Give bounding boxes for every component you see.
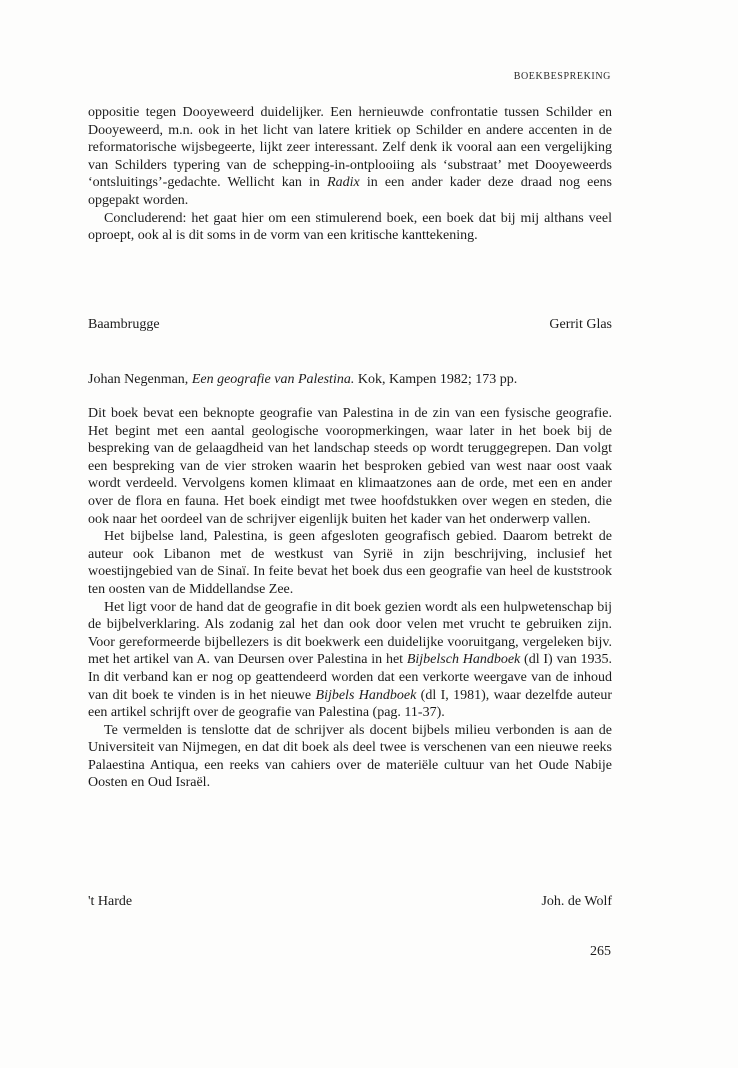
review-2-paragraph-1: Dit boek bevat een beknopte geografie van Palestina in de zin van een fysische geografie. Het begint met een aantal geologische vooropmerkingen, waar later in het boek bij de bespreking van de gelaagdheid van het landschap steeds op wordt teruggegrepen. Dan volgt een bespreking van de vier stroken waarin het besproken gebied van west naar oost vaak wordt verdeeld. Vervolgens komen klimaat en klimaatzones aan de orde, met een en ander over de flora en fauna. Het boek eindigt met twee hoofdstukken over wegen en steden, die ook naar het oordeel van de schrijver eigenlijk buiten het kader van het onderwerp vallen.	[88, 406, 612, 527]
review-1-paragraph-2: Concluderend: het gaat hier om een stimulerend boek, een boek dat bij mij althans veel oproept, ook al is dit soms in de vorm van een kritische kanttekening.	[88, 210, 612, 244]
citation-title: Een geografie van Palestina.	[191, 372, 355, 387]
review-1-author: Gerrit Glas	[549, 317, 612, 332]
journal-title-radix: Radix	[327, 175, 360, 191]
review-2-body	[88, 405, 612, 792]
review-2-author: Joh. de Wolf	[541, 894, 612, 909]
review-2-citation	[88, 371, 612, 389]
review-1-body	[88, 104, 612, 245]
book-title-bijbels-handboek: Bijbels Handboek	[315, 687, 417, 703]
review-2-signature	[88, 893, 612, 911]
review-2-paragraph-3: Het ligt voor de hand dat de geografie in dit boek gezien wordt als een hulpwetenschap bij de bijbelverklaring. Als zodanig zal het dan ook door velen met vrucht te gebruiken zijn. Voor gereformeerde bijbellezers is dit boekwerk een duidelijke vooruitgang, vergeleken bijv. met het artikel van A. van Deursen over Palestina in het Bijbelsch Handboek (dl I) van 1935. In dit verband kan er nog op geattendeerd worden dat een verkorte weergave van de inhoud van dit boek te vinden is in het nieuwe Bijbels Handboek (dl I, 1981), waar dezelfde auteur een artikel schrijft over de geografie van Palestina (pag. 11-37).	[88, 599, 612, 721]
review-1-paragraph-1: oppositie tegen Dooyeweerd duidelijker. Een hernieuwde confrontatie tussen Schilder en Dooyeweerd, m.n. ook in het licht van latere kritiek op Schilder en andere accenten in de reformatorische wijsbegeerte, lijkt zeer interessant. Zelf denk ik vooral aan een vergelijking van Schilders typering van de schepping-in-ontplooiing als ‘substraat’ met Dooyeweerds ‘ontsluitings’-gedachte. Wellicht kan in Radix in een ander kader deze draad nog eens opgepakt worden.	[88, 105, 613, 208]
book-title-bijbelsch-handboek: Bijbelsch Handboek	[406, 652, 521, 668]
review-1-signature	[88, 316, 612, 334]
running-header: BOEKBESPREKING	[513, 71, 611, 82]
review-1-place: Baambrugge	[88, 317, 160, 332]
review-2-paragraph-4: Te vermelden is tenslotte dat de schrijver als docent bijbels milieu verbonden is aan de Universiteit van Nijmegen, en dat dit boek als deel twee is verschenen van een nieuwe reeks Palaestina Antiqua, een reeks van cahiers over de materiële cultuur van het Oude Nabije Oosten en Oud Israël.	[88, 722, 612, 791]
page-number: 265	[590, 944, 611, 959]
review-2-paragraph-2: Het bijbelse land, Palestina, is geen afgesloten geografisch gebied. Daarom betrekt de auteur ook Libanon met de westkust van Syrië in zijn beschrijving, inclusief het woestijngebied van de Sinaï. In feite bevat het boek dus een geografie van heel de kuststrook ten oosten van de Middellandse Zee.	[88, 529, 612, 597]
citation-publisher: Kok, Kampen 1982; 173 pp.	[354, 372, 518, 387]
review-2-place: 't Harde	[88, 894, 133, 909]
citation-author: Johan Negenman,	[88, 372, 192, 387]
